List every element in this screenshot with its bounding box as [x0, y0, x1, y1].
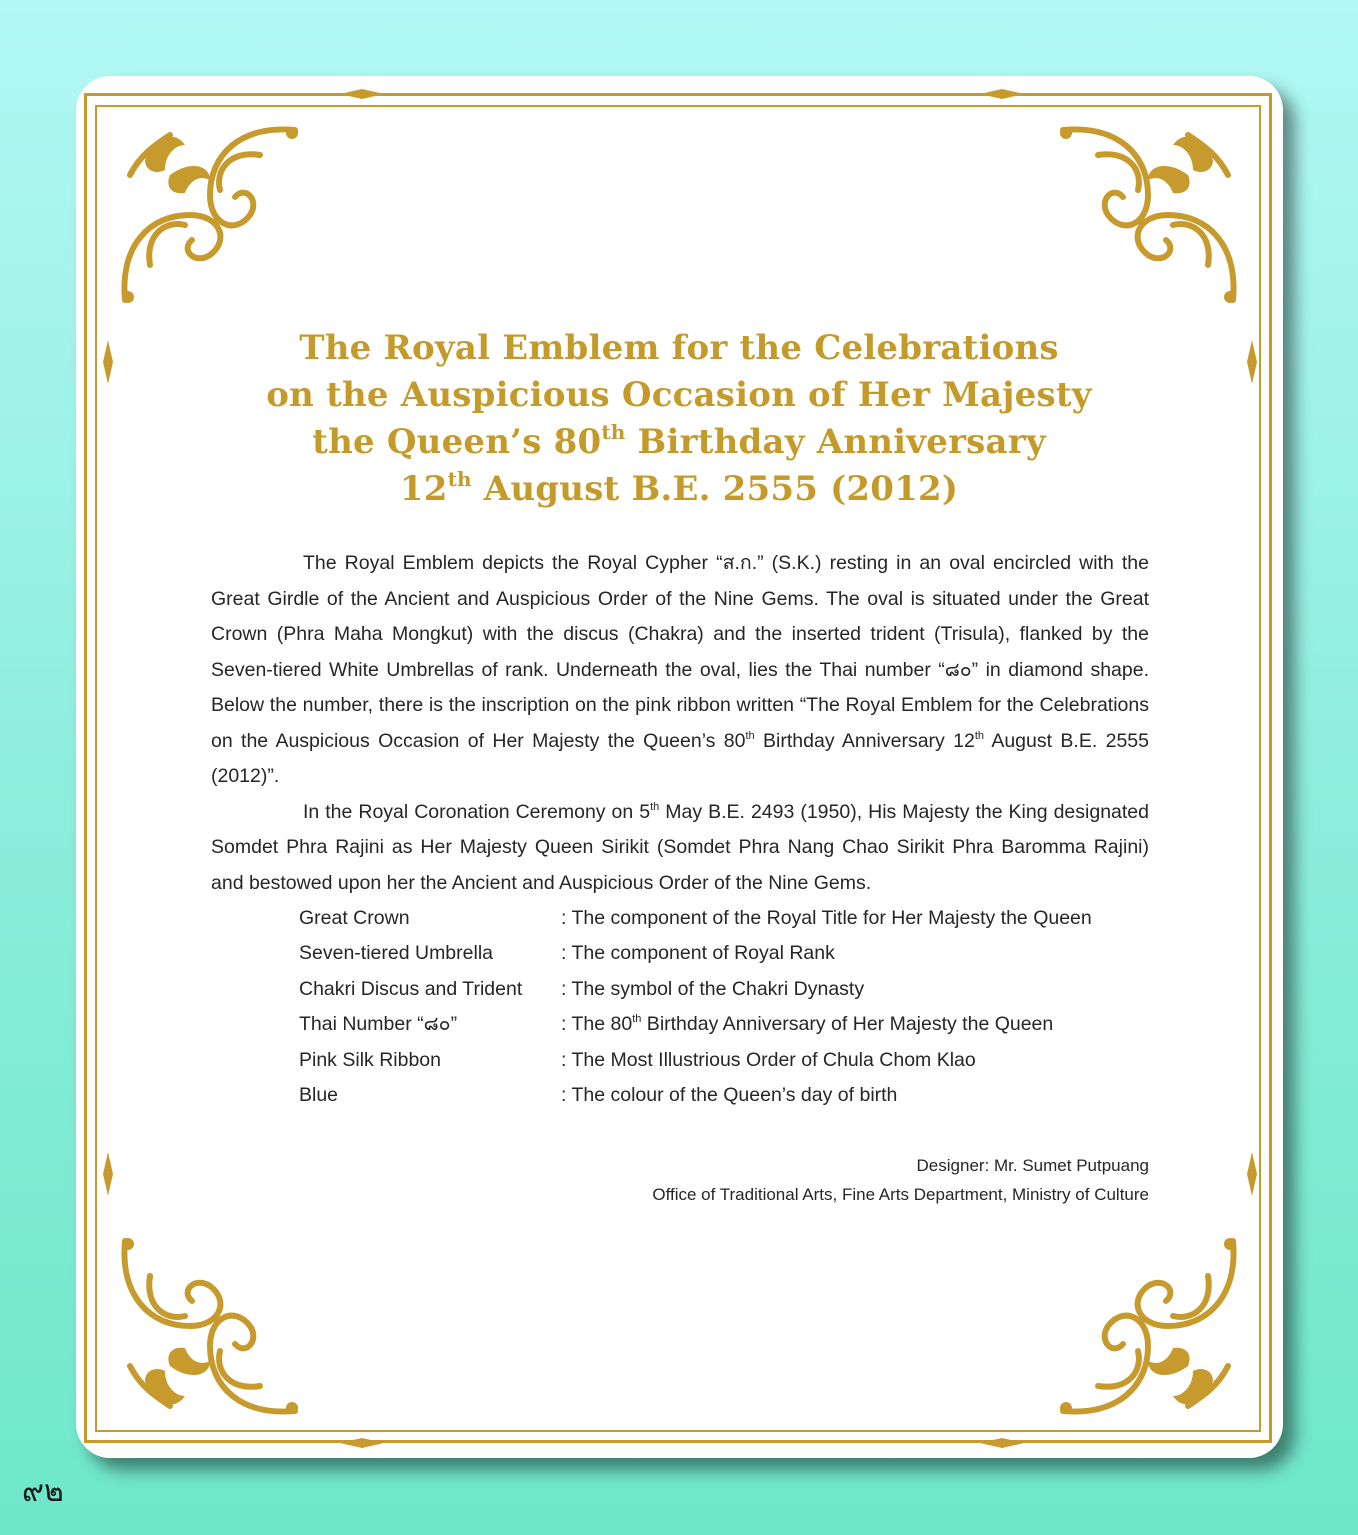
legend-row	[299, 1043, 1159, 1078]
paragraph-text: The Royal Emblem depicts the Royal Cypher “ส.ก.” (S.K.) resting in an oval encircled with the Great Girdle of the Ancient and Auspicious Order of the Nine Gems. The oval is situated under the Great Crown (Phra Maha Mongkut) with the discus (Chakra) and the inserted trident (Trisula), flanked by the Seven-tiered White Umbrellas of rank. Underneath the oval, lies the Thai number “๘๐” in diamond shape. Below the number, there is the inscription on the pink ribbon written “The Royal Emblem for the Celebrations on the Auspicious Occasion of Her Majesty the Queen’s 80	[211, 552, 1149, 752]
corner-ornament-icon	[1048, 1226, 1248, 1426]
legend-description: : The symbol of the Chakri Dynasty	[561, 977, 865, 1000]
paragraph-text: In the Royal Coronation Ceremony on 5	[303, 800, 651, 823]
corner-ornament-icon	[1048, 115, 1248, 315]
side-diamond-icon	[340, 88, 384, 100]
side-diamond-icon	[1246, 340, 1258, 384]
legend-term: Chakri Discus and Trident	[299, 977, 523, 1000]
legend-term: Blue	[299, 1084, 339, 1107]
credits	[450, 1151, 1149, 1209]
title-line-4-text: 12	[399, 469, 448, 509]
ordinal-suffix: th	[974, 729, 985, 742]
emblem-legend	[299, 901, 1159, 1113]
corner-ornament-icon	[110, 1226, 310, 1426]
legend-row	[299, 1078, 1159, 1113]
paragraph-text: August B.E. 2555 (2012)”.	[211, 729, 1149, 787]
ordinal-suffix: th	[601, 420, 626, 444]
title-line-1: The Royal Emblem for the Celebrations	[299, 328, 1059, 368]
title-line-4-text: August B.E. 2555 (2012)	[471, 469, 959, 509]
legend-row	[299, 936, 1159, 971]
side-diamond-icon	[102, 1152, 114, 1196]
side-diamond-icon	[980, 88, 1024, 100]
legend-row	[299, 972, 1159, 1007]
side-diamond-icon	[340, 1437, 384, 1449]
side-diamond-icon	[102, 340, 114, 384]
legend-description: : The Most Illustrious Order of Chula Chom Klao	[561, 1048, 976, 1071]
paragraph-text: Birthday Anniversary 12	[754, 729, 975, 752]
ordinal-suffix: th	[650, 800, 660, 813]
legend-description-text: : The 80	[561, 1013, 633, 1036]
title-line-3-text: the Queen’s 80	[312, 422, 602, 462]
paragraph-coronation	[211, 795, 1149, 902]
paragraph-emblem-description	[211, 546, 1149, 795]
legend-term: Thai Number “๘๐”	[299, 1013, 458, 1036]
paragraph-text: May B.E. 2493 (1950), His Majesty the King designated Somdet Phra Rajini as Her Majesty Queen Sirikit (Somdet Phra Nang Chao Sirikit Phra Baromma Rajini) and bestowed upon her the Ancient and Auspicious Order of the Nine Gems.	[211, 800, 1149, 894]
designer-credit: Designer: Mr. Sumet Putpuang	[916, 1156, 1149, 1175]
ordinal-suffix: th	[745, 729, 755, 742]
page-title	[200, 325, 1158, 513]
side-diamond-icon	[1246, 1152, 1258, 1196]
legend-term: Great Crown	[299, 907, 410, 929]
title-line-3	[200, 419, 1158, 466]
legend-description: : The component of the Royal Title for Her Majesty the Queen	[561, 907, 1092, 929]
legend-description: : The component of Royal Rank	[561, 942, 835, 965]
legend-row	[299, 901, 1159, 936]
office-credit: Office of Traditional Arts, Fine Arts Department, Ministry of Culture	[652, 1185, 1149, 1204]
page-number: ๙๒	[22, 1474, 64, 1509]
legend-description: : The colour of the Queen’s day of birth	[561, 1084, 898, 1107]
title-line-4	[200, 466, 1158, 513]
legend-term: Seven-tiered Umbrella	[299, 942, 494, 965]
title-line-3-text: Birthday Anniversary	[625, 422, 1046, 462]
legend-description	[561, 1007, 1159, 1042]
legend-description-text: Birthday Anniversary of Her Majesty the Queen	[641, 1013, 1054, 1036]
legend-term: Pink Silk Ribbon	[299, 1048, 441, 1071]
ordinal-suffix: th	[632, 1013, 642, 1026]
side-diamond-icon	[980, 1437, 1024, 1449]
title-line-2: on the Auspicious Occasion of Her Majesty	[266, 375, 1092, 415]
ordinal-suffix: th	[447, 467, 472, 491]
legend-row	[299, 1007, 1159, 1042]
corner-ornament-icon	[110, 115, 310, 315]
body-text	[211, 546, 1149, 901]
